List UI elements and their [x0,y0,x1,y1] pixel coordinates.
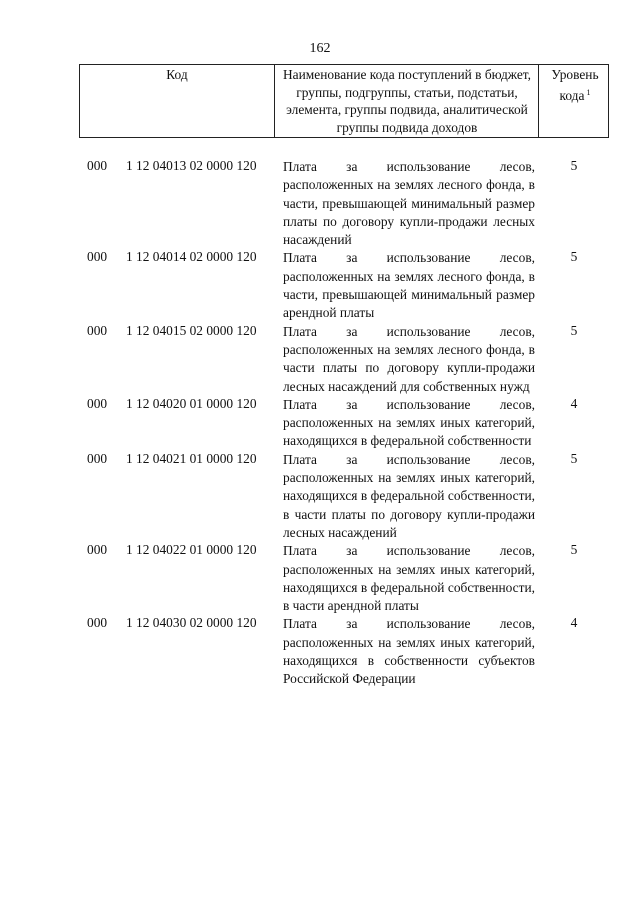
row-admin-code: 000 [87,395,108,411]
header-level [538,65,611,137]
row-name: Плата за использование лесов, расположенных на землях иных категорий, находящихся в собственности субъектов Российской Федерации [283,616,535,687]
row-income-code: 1 12 04022 01 0000 120 [126,542,257,558]
row-income-code: 1 12 04030 02 0000 120 [126,615,257,631]
page-number: 162 [309,41,331,56]
header-name-text: Наименование кода поступлений в бюджет, группы, подгруппы, статьи, подстатьи, элемента, группы подвида, аналитической группы подвида доходов [283,67,531,135]
table-row [0,396,640,451]
row-admin-code: 000 [87,249,108,265]
header-code: Код [166,67,188,82]
row-level: 5 [570,249,578,265]
row-income-code: 1 12 04020 01 0000 120 [126,395,257,411]
row-admin-code: 000 [87,542,108,558]
header-name [274,65,539,137]
table-row [0,158,640,249]
row-level: 4 [570,615,578,631]
row-name: Плата за использование лесов, расположенных на землях лесного фонда, в части, превышающей минимальный размер платы по договору купли-продажи лесных насаждений [283,159,535,248]
row-admin-code: 000 [87,158,108,173]
row-level: 4 [570,395,578,411]
row-admin-code: 000 [87,322,108,338]
row-name: Плата за использование лесов, расположенных на землях иных категорий, находящихся в федеральной собственности, в части арендной платы [283,543,535,614]
row-level: 5 [570,322,578,338]
row-income-code: 1 12 04021 01 0000 120 [126,450,257,466]
row-admin-code: 000 [87,615,108,631]
table-row [0,451,640,542]
table-body [0,158,640,689]
row-name: Плата за использование лесов, расположенных на землях лесного фонда, в части, превышающей минимальный размер арендной платы [283,250,535,321]
row-income-code: 1 12 04015 02 0000 120 [126,322,257,338]
table-row [0,542,640,615]
table-row [0,323,640,396]
row-level: 5 [570,450,578,466]
row-name: Плата за использование лесов, расположенных на землях иных категорий, находящихся в федеральной собственности [283,396,535,449]
header-level-text: Уровень кода [551,67,599,103]
row-level: 5 [570,542,578,558]
row-income-code: 1 12 04014 02 0000 120 [126,249,257,265]
row-admin-code: 000 [87,450,108,466]
table-header [79,64,609,138]
row-name: Плата за использование лесов, расположенных на землях лесного фонда, в части платы по договору купли-продажи лесных насаждений для собственных нужд [283,323,535,394]
table-row [0,615,640,688]
row-income-code: 1 12 04013 02 0000 120 [126,158,257,173]
table-row [0,249,640,322]
row-name: Плата за использование лесов, расположенных на землях иных категорий, находящихся в федеральной собственности, в части платы по договору купли-продажи лесных насаждений [283,451,535,540]
row-level: 5 [570,158,578,173]
header-level-footnote: 1 [586,87,591,97]
